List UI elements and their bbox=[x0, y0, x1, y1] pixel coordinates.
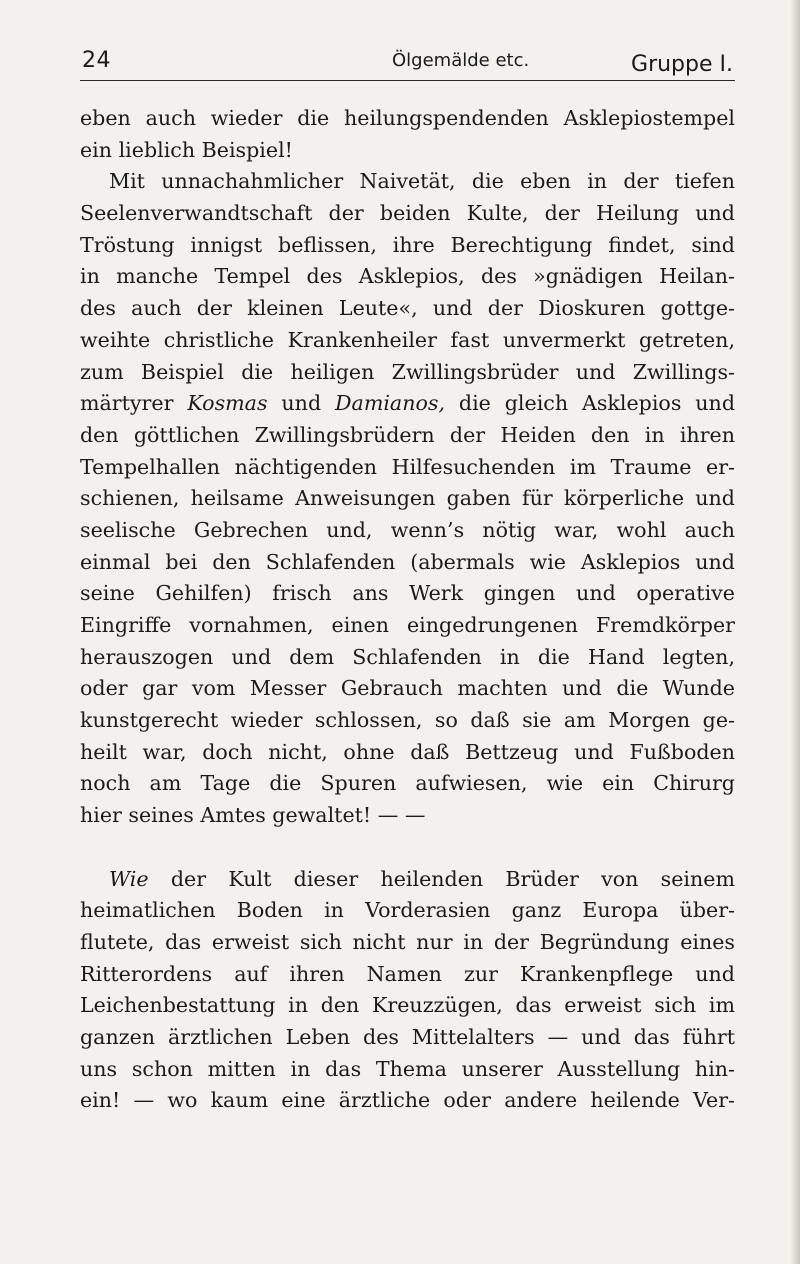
text-line: zum Beispiel die heiligen Zwillingsbrüder und Zwillings- bbox=[80, 359, 735, 384]
running-title: Ölgemälde etc. bbox=[392, 50, 530, 71]
text-line: hier seines Amtes gewaltet! — — bbox=[80, 803, 426, 828]
text-line: Leichenbestattung in den Kreuzzügen, das erweist sich im bbox=[80, 993, 735, 1018]
text-line: weihte christliche Krankenheiler fast unvermerkt getreten, bbox=[80, 327, 735, 352]
text-line: ganzen ärztlichen Leben des Mittelalters — und das führt bbox=[80, 1024, 735, 1049]
text-line: des auch der kleinen Leute«, und der Dioskuren gottge- bbox=[80, 296, 735, 321]
text-line: den göttlichen Zwillingsbrüdern der Heiden den in ihren bbox=[80, 422, 735, 447]
running-header bbox=[80, 46, 735, 81]
text-line: ein lieblich Beispiel! bbox=[80, 137, 293, 162]
text-line: einmal bei den Schlafenden (abermals wie Asklepios und bbox=[80, 549, 735, 574]
text-line: Seelenverwandtschaft der beiden Kulte, der Heilung und bbox=[80, 201, 735, 226]
text-fragment: die gleich Asklepios und bbox=[445, 391, 736, 416]
text-line: Tröstung innigst beflissen, ihre Berechtigung findet, sind bbox=[80, 232, 735, 257]
text-fragment: und bbox=[267, 391, 336, 416]
text-line: seelische Gebrechen und, wenn’s nötig war, wohl auch bbox=[80, 517, 735, 542]
text-line bbox=[80, 864, 735, 896]
text-fragment: der Kult dieser heilenden Brüder von seinem bbox=[148, 866, 735, 891]
text-line: oder gar vom Messer Gebrauch machten und die Wunde bbox=[80, 676, 735, 701]
text-line: flutete, das erweist sich nicht nur in der Begründung eines bbox=[80, 929, 735, 954]
text-line bbox=[80, 388, 735, 420]
text-line: Eingriffe vornahmen, einen eingedrungenen Fremdkörper bbox=[80, 613, 735, 637]
text-line: ein! — wo kaum eine ärztliche oder andere heilende Ver- bbox=[80, 1088, 735, 1113]
paragraph-spacer bbox=[80, 832, 735, 864]
group-label: Gruppe I. bbox=[631, 52, 733, 77]
text-line: uns schon mitten in das Thema unserer Ausstellung hin- bbox=[80, 1056, 735, 1081]
text-line: heilt war, doch nicht, ohne daß Bettzeug und Fußboden bbox=[80, 739, 735, 764]
name-kosmas: Kosmas bbox=[187, 391, 268, 416]
text-line: Ritterordens auf ihren Namen zur Krankenpflege und bbox=[80, 961, 735, 986]
page-edge-shadow bbox=[790, 0, 800, 1264]
text-line: seine Gehilfen) frisch ans Werk gingen und operative bbox=[80, 581, 735, 606]
page-number: 24 bbox=[82, 48, 111, 73]
text-line: noch am Tage die Spuren aufwiesen, wie ein Chirurg bbox=[80, 771, 735, 796]
name-damianos: Damianos, bbox=[335, 391, 445, 416]
text-line: eben auch wieder die heilungspendenden Asklepiostempel bbox=[80, 106, 735, 130]
text-fragment: märtyrer bbox=[80, 391, 188, 416]
text-line: schienen, heilsame Anweisungen gaben für körperliche und bbox=[80, 486, 735, 511]
text-line: heimatlichen Boden in Vorderasien ganz Europa über- bbox=[80, 898, 735, 923]
text-line: Tempelhallen nächtigenden Hilfesuchenden im Traume er- bbox=[80, 454, 735, 479]
text-line: kunstgerecht wieder schlossen, so daß sie am Morgen ge- bbox=[80, 708, 735, 733]
text-line: herauszogen und dem Schlafenden in die Hand legten, bbox=[80, 644, 735, 669]
text-line: in manche Tempel des Asklepios, des »gnädigen Heilan- bbox=[80, 264, 735, 289]
text-line: Mit unnachahmlicher Naivetät, die eben in der tiefen bbox=[109, 169, 735, 194]
body-text bbox=[80, 103, 735, 1117]
italic-word-wie: Wie bbox=[109, 866, 149, 891]
